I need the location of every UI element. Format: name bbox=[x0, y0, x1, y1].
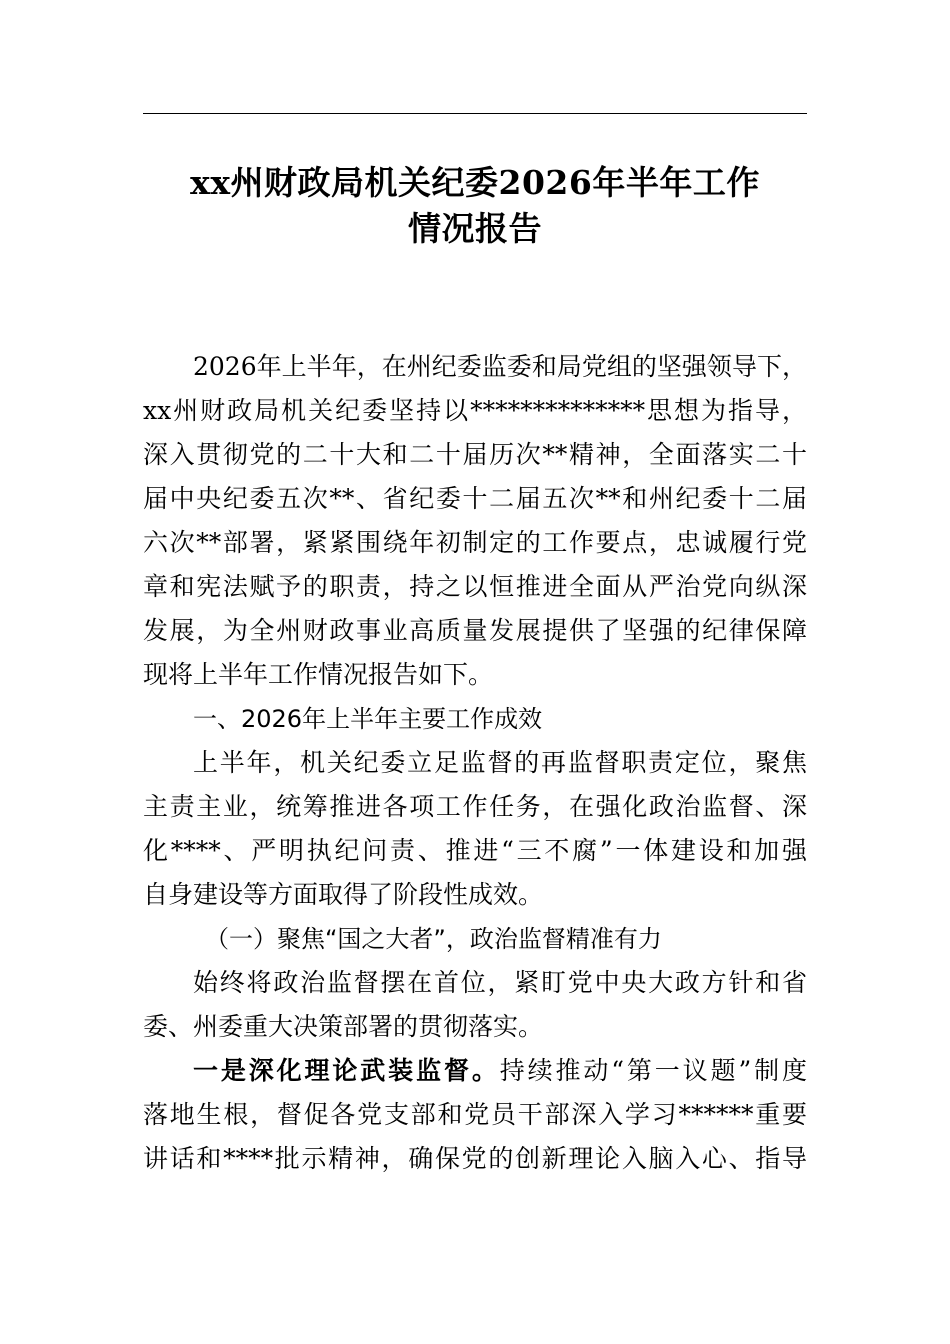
paragraph-line: 自身建设等方面取得了阶段性成效。 bbox=[143, 880, 544, 909]
header-rule bbox=[143, 113, 807, 114]
paragraph-line: 现将上半年工作情况报告如下。 bbox=[143, 660, 494, 689]
paragraph-line: 主责主业，统筹推进各项工作任务，在强化政治监督、深 bbox=[143, 792, 807, 821]
paragraph-line bbox=[143, 1049, 807, 1093]
paragraph-line: 章和宪法赋予的职责，持之以恒推进全面从严治党向纵深 bbox=[143, 572, 807, 601]
paragraph-line: 上半年，机关纪委立足监督的再监督职责定位，聚焦 bbox=[193, 748, 807, 777]
document-title bbox=[143, 160, 807, 252]
point-lead: 一是深化理论武装监督。 bbox=[193, 1056, 500, 1085]
section-paragraph bbox=[143, 741, 807, 917]
intro-paragraph bbox=[143, 345, 807, 697]
point-paragraph bbox=[143, 1049, 807, 1181]
paragraph-line: 届中央纪委五次**、省纪委十二届五次**和州纪委十二届 bbox=[143, 484, 807, 513]
paragraph-line: 落地生根，督促各党支部和党员干部深入学习******重要 bbox=[143, 1100, 807, 1129]
section-heading: 一、2026年上半年主要工作成效 bbox=[193, 705, 543, 733]
paragraph-line: 深入贯彻党的二十大和二十届历次**精神，全面落实二十 bbox=[143, 440, 807, 469]
paragraph-line: 委、州委重大决策部署的贯彻落实。 bbox=[143, 1012, 544, 1041]
point-lead-rest: 持续推动“第一议题”制度 bbox=[499, 1056, 807, 1085]
paragraph-line: 化****、严明执纪问责、推进“三不腐”一体建设和加强 bbox=[143, 836, 807, 865]
document-body bbox=[143, 345, 807, 1181]
paragraph-line: 六次**部署，紧紧围绕年初制定的工作要点，忠诚履行党 bbox=[143, 528, 807, 557]
paragraph-line: 发展，为全州财政事业高质量发展提供了坚强的纪律保障 bbox=[143, 616, 807, 645]
subsection-heading: （一）聚焦“国之大者”，政治监督精准有力 bbox=[205, 925, 662, 953]
paragraph-line: xx州财政局机关纪委坚持以**************思想为指导， bbox=[143, 396, 807, 425]
paragraph-line: 始终将政治监督摆在首位，紧盯党中央大政方针和省 bbox=[193, 968, 807, 997]
paragraph-line: 讲话和****批示精神，确保党的创新理论入脑入心、指导 bbox=[143, 1144, 807, 1173]
title-line-1: xx州财政局机关纪委2026年半年工作 bbox=[190, 163, 760, 202]
subsection-paragraph bbox=[143, 961, 807, 1049]
title-line-2: 情况报告 bbox=[408, 209, 542, 248]
paragraph-line: 2026年上半年，在州纪委监委和局党组的坚强领导下， bbox=[193, 352, 807, 381]
